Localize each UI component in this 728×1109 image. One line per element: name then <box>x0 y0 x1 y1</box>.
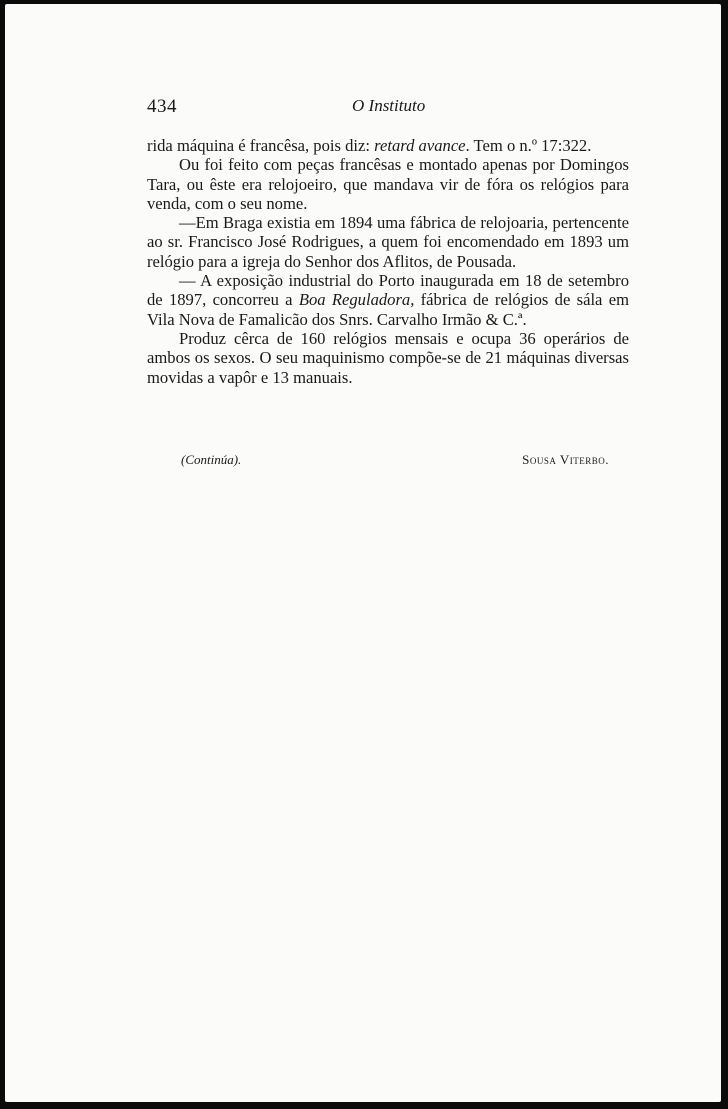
paragraph-3: —Em Braga existia em 1894 uma fábrica de relojoaria, pertencente ao sr. Francisco José Rodrigues, a quem foi encomendado em 1893 um relógio para a igreja do Senhor dos Aflitos, de Pousada. <box>147 213 629 271</box>
page-number: 434 <box>147 96 177 117</box>
paragraph-4-tail: fábrica de relógios de sála em Vila Nova de Famalicão dos Snrs. Carvalho Irmão & C.ª. <box>147 290 629 329</box>
paragraph-4-text: — A exposição industrial do Porto inaugurada em 18 de setembro de 1897, concorreu a <box>147 271 629 310</box>
paragraph-1 <box>147 136 629 155</box>
page <box>5 4 721 1102</box>
paragraph-1-italic: retard avance <box>374 136 466 155</box>
page-header <box>147 96 629 120</box>
paragraph-4-italic: Boa Reguladora, <box>298 290 415 310</box>
author-signature: Sousa Viterbo. <box>522 452 609 467</box>
continues-note: (Continúa). <box>181 452 242 467</box>
paragraph-1-tail: . Tem o n.º 17:322. <box>465 136 592 155</box>
signature-row <box>147 452 629 472</box>
paragraph-1-text: rida máquina é francêsa, pois diz: <box>147 136 375 155</box>
paragraph-5: Produz cêrca de 160 relógios mensais e ocupa 36 operários de ambos os sexos. O seu maquinismo compõe-se de 21 máquinas diversas movidas a vapôr e 13 manuais. <box>147 328 629 387</box>
running-title: O Instituto <box>352 96 426 115</box>
body-text <box>147 136 629 387</box>
paragraph-2: Ou foi feito com peças francêsas e montado apenas por Domingos Tara, ou êste era relojoeiro, que mandava vir de fóra os relógios para venda, com o seu nome. <box>147 155 629 213</box>
paragraph-4 <box>147 271 629 329</box>
